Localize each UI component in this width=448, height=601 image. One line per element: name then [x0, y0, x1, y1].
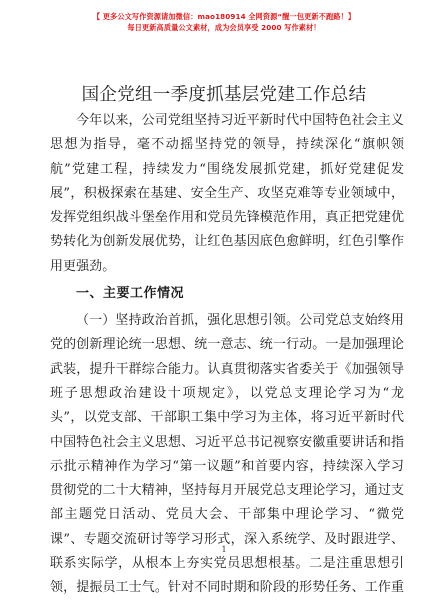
document-title: 国企党组一季度抓基层党建工作总结 — [81, 85, 367, 105]
intro-line: 发挥党组织战斗堡垒作用和党员先锋模范作用，真正把党建优 — [50, 210, 404, 226]
intro-line: 用更强劲。 — [50, 258, 116, 274]
section-line: 班子思想政治建设十项规定》，以党总支理论学习为“龙 — [50, 385, 404, 401]
section-line: 联系实际学，从根本上夯实党员思想根基。二是注重思想引 — [50, 556, 404, 572]
promo-banner-line-2: 每日更新高质量公文素材，成为会员享受 2000 写作素材！ — [127, 23, 321, 32]
promo-banner-line-1: 【 更多公文写作资源请加微信：mao180914 全网资源“醒一包更新不跑路！】 — [92, 12, 356, 21]
section-line: 中国特色社会主义思想、习近平总书记视察安徽重要讲话和指 — [50, 434, 404, 450]
document-body — [50, 109, 404, 601]
section-line: 部主题党日活动、党员大会、干部集中理论学习、“微党 — [50, 507, 404, 523]
section-line: 示批示精神作为学习“第一议题”和首要内容，持续深入学习 — [50, 458, 404, 474]
intro-line: 展”，积极探索在基建、安全生产、攻坚克难等专业领域中， — [50, 185, 404, 201]
section-line: 贯彻党的二十大精神，坚持每月开展党总支理论学习，通过支 — [50, 483, 404, 499]
section-line: 党的创新理论统一思想、统一意志、统一行动。一是加强理论 — [50, 337, 404, 353]
intro-line: 航”党建工程，持续发力“围绕发展抓党建，抓好党建促发 — [50, 161, 404, 177]
section-line: 课”、专题交流研讨等学习形式，深入系统学、及时跟进学、 — [50, 531, 404, 547]
intro-line: 思想为指导，毫不动摇坚持党的领导，持续深化“旗帜领 — [50, 137, 404, 153]
page-number: 1 — [221, 545, 227, 554]
section-heading: 一、主要工作情况 — [76, 286, 185, 302]
intro-line: 今年以来，公司党组坚持习近平新时代中国特色社会主义 — [76, 113, 404, 128]
section-line: 头”，以党支部、干部职工集中学习为主体，将习近平新时代 — [50, 410, 404, 426]
section-line: 领，提振员工士气。针对不同时期和阶段的形势任务、工作重 — [50, 580, 404, 596]
section-line: 武装，提升干群综合能力。认真贯彻落实省委关于《加强领导 — [50, 361, 404, 377]
section-line: （一）坚持政治首抓，强化思想引领。公司党总支始终用 — [76, 313, 404, 329]
intro-line: 势转化为创新发展优势，让红色基因底色愈鲜明，红色引擎作 — [50, 234, 404, 250]
